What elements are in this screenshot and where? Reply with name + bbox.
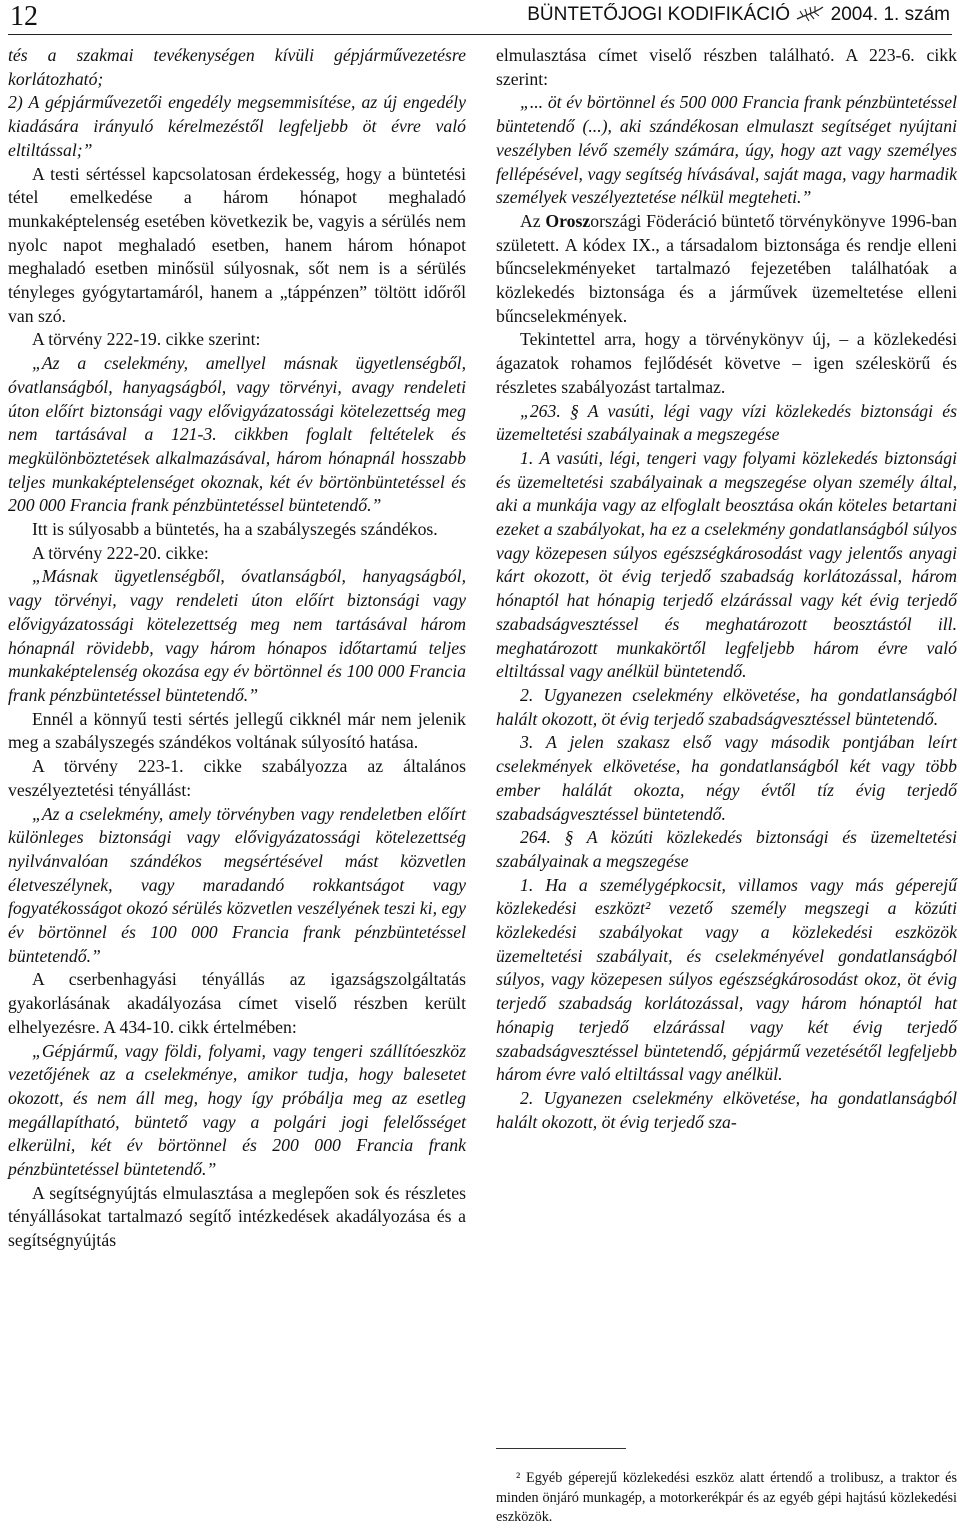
paragraph: elmulasztása címet viselő részben található. A 223-6. cikk szerint: <box>496 45 957 89</box>
paragraph: 3. A jelen szakasz első vagy második pontjában leírt cselekmények elkövetése, ha gondatlanságból két vagy több ember halálát okozta, négy évtől tíz évig terjedő szabadságvesztéssel büntetendő. <box>496 732 957 824</box>
footnote: ² Egyéb géperejű közlekedési eszköz alatt értendő a trolibusz, a traktor és minden önjáró munkagép, a motorkerékpár és az egyéb gépi hajtású közlekedési eszközök. <box>496 1470 957 1526</box>
country-name-emphasis: Orosz <box>545 210 591 231</box>
paragraph: tés a szakmai tevékenységen kívüli gépjárművezetésre korlátozható; <box>8 45 466 89</box>
paragraph: 1. Ha a személygépkocsit, villamos vagy más géperejű közlekedési eszközt² vezető személy megszegi a közúti közlekedési szabályokat vagy a közlekedési eszközök üzemeltetési szabályait, és cselekményével gondatlanságból súlyos, vagy közepesen súlyos egészségkárosodást okoz, öt évig terjedő szabadság korlátozással, vagy három hónaptól hat hónapig terjedő elzárással vagy két évig terjedő szabadságvesztéssel büntetendő, gépjármű vezetésétől legfeljebb három évre való eltiltással vagy anélkül. <box>496 874 957 1085</box>
paragraph: Az Oroszországi Föderáció büntető törvénykönyve 1996-ban született. A kódex IX., a társadalom biztonsága és rendje elleni bűncselekményeket tartalmazó fejezetében találhatóak a közlekedés biztonsága és a járművek üzemeltetése elleni bűncselekmények. <box>496 210 957 326</box>
paragraph: „... öt év börtönnel és 500 000 Francia frank pénzbüntetéssel büntetendő (...), aki szándékosan elmulaszt segítséget nyújtani veszélyben lévő személy számára, úgy, hogy azt vagy személyes fellépésével, vagy segítség hívásával, saját maga, vagy harmadik személyek veszélyeztetése nélkül megteheti.” <box>496 92 957 208</box>
paragraph: 1. A vasúti, légi, tengeri vagy folyami közlekedés biztonsági és üzemeltetési szabályainak a megszegése olyan személy által, aki a munkája vagy az elfoglalt beosztása okán köteles betartani ezeket a szabályokat, ha ez a cselekmény gondatlanságból súlyos vagy közepesen súlyos egészségkárosodást vagy jelentős anyagi kárt okozott, öt évig terjedő szabadság korlátozással, három hónaptól hat hónapig terjedő elzárással vagy két évig terjedő szabadságvesztéssel és meghatározott beosztástól ill. meghatározott munkakörtől legfeljebb három évre való eltiltással vagy anélkül büntetendő. <box>496 447 957 682</box>
paragraph: A törvény 222-20. cikke: <box>32 542 209 563</box>
right-column <box>496 44 957 1134</box>
paragraph: A cserbenhagyási tényállás az igazságszolgáltatás gyakorlásának akadályozása címet viselő részben került elhelyezésre. A 434-10. cikk értelmében: <box>8 969 466 1037</box>
left-column <box>8 44 466 1253</box>
issue-label: 2004. 1. szám <box>830 4 950 25</box>
paragraph: 2) A gépjárművezetői engedély megsemmisítése, az új engedély kiadására irányuló kérelmezéstől legfeljebb öt évre való eltiltással;” <box>8 92 466 160</box>
paragraph: A segítségnyújtás elmulasztása a meglepően sok és részletes tényállásokat tartalmazó segítő intézkedések akadályozása és a segítségnyújtás <box>8 1182 466 1251</box>
paragraph: „Az a cselekmény, amellyel másnak ügyetlenségből, óvatlanságból, hanyagságból, vagy törvényi, avagy rendeleti úton előírt biztonsági vagy elővigyázatossági kötelezettség meg nem tartásával a 121-3. cikkben foglalt feltételek és megkülönböztetések alkalmazásával, három hónapnál hosszabb teljes munkaképtelenséget okoznak, két év börtönbüntetéssel és 200 000 Francia frank pénzbüntetéssel büntetendő.” <box>8 353 466 516</box>
paragraph: „263. § A vasúti, légi vagy vízi közlekedés biztonsági és üzemeltetési szabályainak a megszegése <box>496 400 957 445</box>
page-number: 12 <box>10 1 38 32</box>
paragraph: „Gépjármű, vagy földi, folyami, vagy tengeri szállítóeszköz vezetőjének az a cselekménye, amikor tudja, hogy balesetet okozott, és nem áll meg, hogy így próbálja meg az esetleg megállapítható, büntető vagy a polgári jogi felelősséget elkerülni, két év börtönnel és 200 000 Francia frank pénzbüntetéssel büntetendő.” <box>8 1040 466 1180</box>
paragraph: Itt is súlyosabb a büntetés, ha a szabályszegés szándékos. <box>32 519 438 540</box>
paragraph: A törvény 223-1. cikke szabályozza az általános veszélyeztetési tényállást: <box>8 756 466 800</box>
paragraph: A testi sértéssel kapcsolatosan érdekesség, hogy a büntetési tétel emelkedése a három hónapot meghaladó munkaképtelenség esetében következik be, vagyis a sérülés nem nyolc napot meghaladó esetben, hanem három hónapot meghaladó esetben minősül súlyosnak, sőt nem is a sérülés tényleges gyógytartamáról, hanem a „táppénzen” töltött időről van szó. <box>8 163 466 326</box>
fern-ornament-icon <box>795 5 825 23</box>
footnote-divider <box>496 1448 626 1449</box>
paragraph: „Másnak ügyetlenségből, óvatlanságból, hanyagságból, vagy törvényi, vagy rendeleti úton előírt biztonsági vagy elővigyázatossági kötelezettség meg nem tartásával három hónapnál rövidebb, vagy három hónapos időtartamú teljes munkaképtelenség okozása egy év börtönnel és 100 000 Francia frank pénzbüntetéssel büntetendő.” <box>8 566 466 705</box>
paragraph: „Az a cselekmény, amely törvényben vagy rendeletben előírt különleges biztonsági vagy elővigyázatossági kötelezettség nyilvánvalóan szándékos megsértésével mást közvetlen életveszélynek, vagy maradandó rokkantságot vagy fogyatékosságot okozó sérülés közvetlen veszélyének teszi ki, egy év börtönnel és 100 000 Francia frank pénzbüntetéssel büntetendő.” <box>8 803 466 966</box>
running-header <box>8 0 952 35</box>
paragraph: Tekintettel arra, hogy a törvénykönyv új, – a közlekedési ágazatok rohamos fejlődését követve – igen széleskörű és részletes szabályozást tartalmaz. <box>496 329 957 397</box>
paragraph: A törvény 222-19. cikke szerint: <box>32 329 261 350</box>
journal-name: BÜNTETŐJOGI KODIFIKÁCIÓ <box>527 4 791 25</box>
journal-title <box>527 4 950 26</box>
paragraph: 2. Ugyanezen cselekmény elkövetése, ha gondatlanságból halált okozott, öt évig terjedő sza- <box>496 1087 957 1132</box>
paragraph: Ennél a könnyű testi sértés jellegű cikknél már nem jelenik meg a szabályszegés szándékos voltának súlyosító hatása. <box>8 708 466 753</box>
paragraph: 264. § A közúti közlekedés biztonsági és üzemeltetési szabályainak a megszegése <box>496 827 957 871</box>
paragraph: 2. Ugyanezen cselekmény elkövetése, ha gondatlanságból halált okozott, öt évig terjedő szabadságvesztéssel büntetendő. <box>496 684 957 729</box>
